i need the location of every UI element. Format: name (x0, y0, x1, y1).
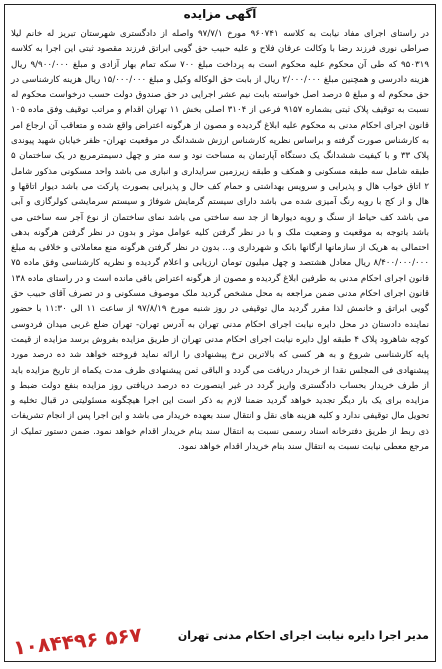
notice-paragraph: در راستای اجرای مفاد نیابت به کلاسه ۹۶۰۷۴۱ مورخ ۹۷/۷/۱ واصله از دادگستری شهرستان تبریز له خانم لیلا صراطی نوری فرزند رضا با وکالت عرفان فلاح و علیه حبیب حق گویی ابراتق فرزند مقصود ثبتی این اجرا به کلاسه ۹۵۰۳۱۹ که طی آن محکوم علیه محکوم است به پرداخت مبلغ ۷۰۰ سکه تمام بهار آزادی و مبلغ ۹/۹۰۰/۰۰۰ ریال هزینه دادرسی و همچنین مبلغ ۲/۰۰۰/۰۰۰ ریال از بابت حق الوکاله وکیل و مبلغ ۱۵/۰۰۰/۰۰۰ ریال هزینه کارشناسی در حق محکوم له و مبلغ ۵ درصد اصل خواسته بابت نیم عشر اجرایی در حق صندوق دولت حسب درخواست محکوم له نسبت به توقیف پلاک ثبتی بشماره ۹۱۵۷ فرعی از ۳۱۰۴ اصلی بخش ۱۱ تهران اقدام و مراتب توقیف وفق ماده ۱۰۵ قانون اجرای احکام مدنی به محکوم علیه ابلاغ گردیده و مصون از هرگونه اعتراض واقع شده و متعاقب آن ارجاع امر به کارشناس صورت گرفته و براساس نظریه کارشناس ارزش ششدانگ در موقعیت تهران- ظفر خیابان شهید پیوندی پلاک ۳۳ و با کیفیت ششدانگ یک دستگاه آپارتمان به مساحت نود و سه متر و چهل دسیمترمربع در یک ساختمان ۵ طبقه شامل سه طبقه مسکونی و همکف و طبقه زیرزمین سرایداری و انباری می باشد واحد مسکونی مذکور شامل ۲ اتاق خواب هال و پذیرایی و سرویس بهداشتی و حمام کف حال و پذیرایی بصورت پارکت می باشد دیوار اتاقها و هال و از کج با رویه رنگ آمیزی شده می باشد دارای سیستم گرمایش شوفاژ و سیستم سرمایشی کولرگازی و آبی می باشد کف حیاط از سنگ و رویه دیوارها از جد سه ساختی می باشد نمای ساختمان از نوع آجر سه ساختی می باشد باتوجه به موقعیت و وضعیت ملک و با در نظر گرفتن کلیه عوامل موثر و بدون در نظر گرفتن هرگونه بدهی احتمالی به هریک از سازمانها ارگانها بانک و شهرداری و... بدون در نظر گرفتن هرگونه منع معاملاتی و خلافی به مبلغ ۸/۴۰۰/۰۰۰/۰۰۰ ریال معادل هشتصد و چهل میلیون تومان ارزیابی و اعلام گردیده و نظریه کارشناسی وفق ماده ۷۵ قانون اجرای احکام مدنی به طرفین ابلاغ گردیده و مصون از هرگونه اعتراض باقی مانده است و در راستای ماده ۱۳۸ قانون اجرای احکام مدنی ضمن مراجعه به محل مشخص گردید ملک موصوف مسکونی و در تصرف آقای حبیب حق گویی ابراتق و خانمش لذا مقرر گردید مال توقیفی در روز شنبه مورخ ۹۷/۸/۱۹ از ساعت ۱۱ الی ۱۱:۳۰ با حضور نماینده دادستان در محل دایره نیابت اجرای احکام مدنی تهران به آدرس تهران- تهران ضلع غربی میدان فردوسی کوچه شاهرود پلاک ۴ طبقه اول دایره نیابت اجرای احکام مدنی تهران از طریق مزایده بفروش برسد مزایده از قیمت پایه کارشناسی شروع و به هر کسی که بالاترین نرخ پیشنهادی را ارائه نماید فروخته خواهد شد ده درصد مورد پیشنهادی فی المجلس نقدا از خریدار دریافت می گردد و الباقی ثمن پیشنهادی ظرف مدت یکماه از تاریخ مزایده باید از طرف خریدار بحساب دادگستری واریز گردد در غیر اینصورت ده درصد دریافتی روز مزایده بنفع دولت ضبط و مزایده برای یک بار دیگر تجدید خواهد گردید ضمنا لازم به ذکر است این اجرا هیچگونه مسئولیتی در قبال تخلیه و تحویل مال توقیفی ندارد و کلیه هزینه های نقل و انتقال سند بعهده خریدار می باشد و این اجرا پس از انجام تشریفات ذی ربط از طریق دفترخانه اسناد رسمی نسبت به انتقال سند بنام خریدار اقدام خواهد نمود. ضمن دستور تملیک از مرجع معطی نیابت نسبت به انتقال سند بنام خریدار اقدام خواهد نمود. (11, 29, 430, 453)
notice-frame (4, 4, 436, 662)
notice-title: آگهی مزایده (183, 7, 257, 21)
handwritten-number-stamp (11, 622, 143, 661)
stamp-number: ۱۰۸۴۴۹۶ ۵۶۷ (12, 622, 143, 660)
notice-signature: مدیر اجرا دایره نیابت اجرای احکام مدنی تهران (177, 629, 429, 642)
notice-body (11, 27, 429, 617)
